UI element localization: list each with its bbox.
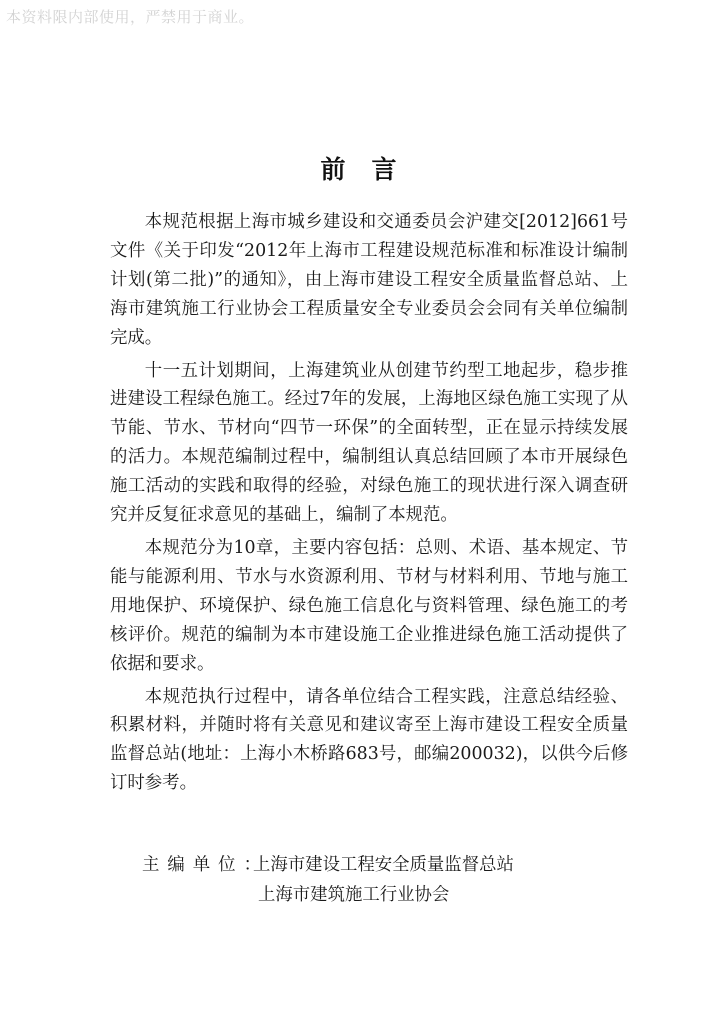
watermark-text: 本资料限内部使用，严禁用于商业。 xyxy=(6,8,255,26)
editor-block xyxy=(142,850,514,910)
paragraph-2: 十一五计划期间，上海建筑业从创建节约型工地起步，稳步推进建设工程绿色施工。经过7年的发展，上海地区绿色施工实现了从节能、节水、节材向“四节一环保”的全面转型，正在显示持续发展的活力。本规范编制过程中，编制组认真总结回顾了本市开展绿色施工活动的实践和取得的经验，对绿色施工的现状进行深入调查研究并反复征求意见的基础上，编制了本规范。 xyxy=(110,360,628,526)
page-title: 前言 xyxy=(320,155,423,184)
editor-org-1: 上海市建设工程安全质量监督总站 xyxy=(253,855,514,875)
paragraph-1: 本规范根据上海市城乡建设和交通委员会沪建交[2012]661号文件《关于印发“2012年上海市工程建设规范标准和标准设计编制计划(第二批)”的通知》，由上海市建设工程安全质量监督总站、上海市建筑施工行业协会工程质量安全专业委员会会同有关单位编制完成。 xyxy=(110,212,628,348)
paragraph-4: 本规范执行过程中，请各单位结合工程实践，注意总结经验、积累材料，并随时将有关意见和建议寄至上海市建设工程安全质量监督总站(地址：上海小木桥路683号，邮编200032)，以供今后修订时参考。 xyxy=(110,686,628,794)
editor-row-1 xyxy=(142,850,514,880)
preface-body xyxy=(110,208,628,798)
editor-org-2: 上海市建筑施工行业协会 xyxy=(258,885,450,905)
paragraph-3: 本规范分为10章，主要内容包括：总则、术语、基本规定、节能与能源利用、节水与水资源利用、节材与材料利用、节地与施工用地保护、环境保护、绿色施工信息化与资料管理、绿色施工的考核评价。规范的编制为本市建设施工企业推进绿色施工活动提供了依据和要求。 xyxy=(110,537,628,674)
editor-label: 主编单位： xyxy=(142,855,269,875)
